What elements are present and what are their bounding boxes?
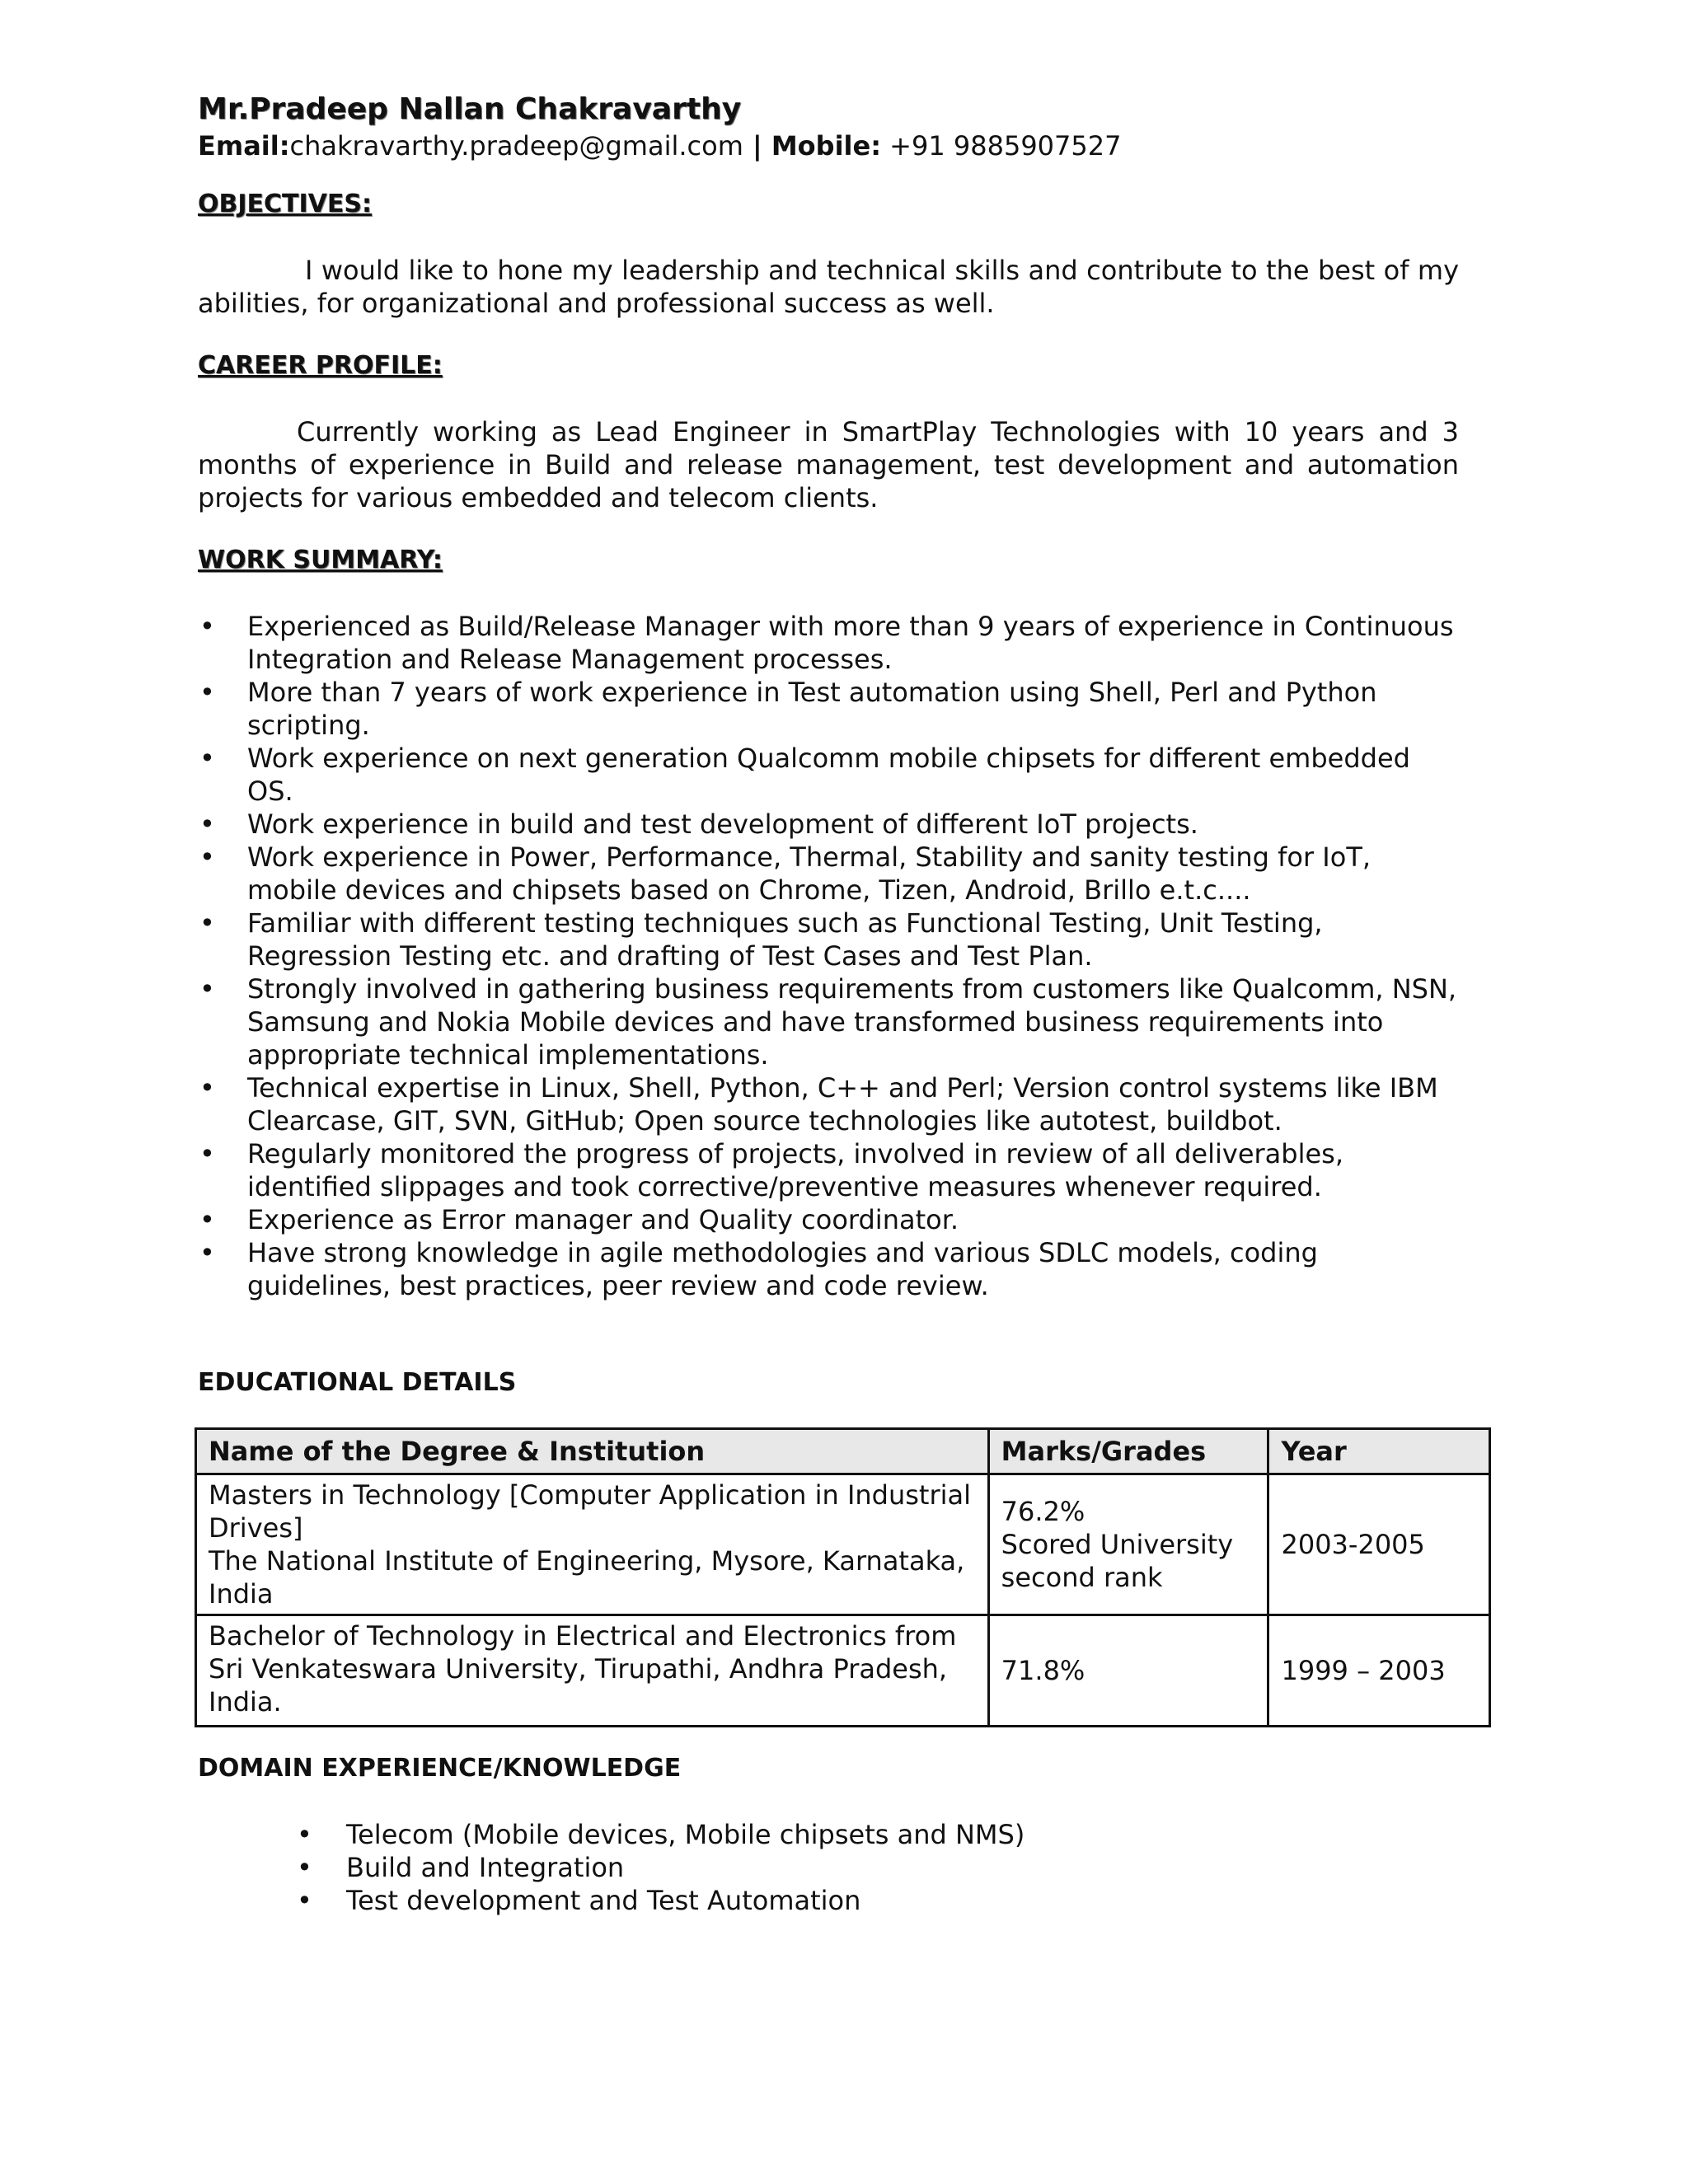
- candidate-name: Mr.Pradeep Nallan Chakravarthy: [198, 92, 742, 126]
- list-item-text: Familiar with different testing techniques such as Functional Testing, Unit Testing, Regression Testing etc. and drafting of Test Cases and Test Plan.: [247, 907, 1323, 972]
- list-item-text: Experience as Error manager and Quality coordinator.: [247, 1204, 959, 1235]
- bullet-icon: •: [199, 808, 215, 840]
- bullet-icon: •: [199, 973, 215, 1005]
- email-value[interactable]: chakravarthy.pradeep@gmail.com: [289, 130, 743, 162]
- list-item: [198, 907, 1459, 972]
- year-cell: 2003-2005: [1268, 1474, 1490, 1615]
- list-item-text: Work experience in build and test development of different IoT projects.: [247, 808, 1198, 840]
- list-item: [297, 1851, 1517, 1884]
- degree-name: Masters in Technology [Computer Application in Industrial Drives]: [209, 1479, 972, 1544]
- marks-cell: [988, 1615, 1268, 1727]
- list-item: [198, 610, 1459, 676]
- bullet-icon: •: [199, 841, 215, 873]
- list-item-text: Work experience in Power, Performance, Thermal, Stability and sanity testing for IoT, mobile devices and chipsets based on Chrome, Tizen, Android, Brillo e.t.c....: [247, 841, 1372, 906]
- objectives-text: I would like to hone my leadership and technical skills and contribute to the best of my abilities, for organizational and professional success as well.: [198, 255, 1459, 319]
- work-summary-heading: WORK SUMMARY:: [198, 546, 443, 574]
- table-row: [196, 1474, 1490, 1615]
- bullet-icon: •: [199, 1072, 215, 1104]
- marks-value: 71.8%: [1001, 1655, 1085, 1686]
- education-heading: EDUCATIONAL DETAILS: [198, 1368, 517, 1397]
- career-profile-text: Currently working as Lead Engineer in SmartPlay Technologies with 10 years and 3 months of experience in Build and release management, test development and automation projects for various embedded and telecom clients.: [198, 416, 1459, 513]
- bullet-icon: •: [199, 1138, 215, 1169]
- marks-cell: [988, 1474, 1268, 1615]
- list-item-text: More than 7 years of work experience in Test automation using Shell, Perl and Python scripting.: [247, 677, 1377, 741]
- mobile-value: +91 9885907527: [881, 130, 1122, 162]
- domain-list: [198, 1818, 1517, 1917]
- column-header-year: Year: [1268, 1429, 1490, 1474]
- list-item-text: Telecom (Mobile devices, Mobile chipsets and NMS): [346, 1819, 1025, 1850]
- list-item-text: Regularly monitored the progress of projects, involved in review of all deliverables, identified slippages and took corrective/preventive measures whenever required.: [247, 1138, 1344, 1202]
- contact-line: [198, 129, 1517, 163]
- table-header-row: [196, 1429, 1490, 1474]
- marks-note: Scored University second rank: [1001, 1529, 1234, 1593]
- bullet-icon: •: [297, 1885, 312, 1916]
- list-item-text: Test development and Test Automation: [346, 1885, 861, 1916]
- bullet-icon: •: [297, 1852, 312, 1883]
- list-item: [198, 1236, 1459, 1302]
- bullet-icon: •: [199, 1237, 215, 1268]
- bullet-icon: •: [199, 677, 215, 708]
- bullet-icon: •: [199, 743, 215, 774]
- list-item-text: Have strong knowledge in agile methodologies and various SDLC models, coding guidelines, best practices, peer review and code review.: [247, 1237, 1318, 1301]
- list-item-text: Technical expertise in Linux, Shell, Python, C++ and Perl; Version control systems like IBM Clearcase, GIT, SVN, GitHub; Open source technologies like autotest, buildbot.: [247, 1072, 1438, 1137]
- list-item-text: Experienced as Build/Release Manager with more than 9 years of experience in Continuous Integration and Release Management processes.: [247, 611, 1454, 675]
- contact-separator: |: [743, 130, 771, 162]
- list-item: [198, 742, 1459, 808]
- resume-page: [198, 91, 1517, 1917]
- list-item-text: Strongly involved in gathering business requirements from customers like Qualcomm, NSN, Samsung and Nokia Mobile devices and have transformed business requirements into appropriate technical implementations.: [247, 973, 1457, 1071]
- education-table: [195, 1427, 1491, 1727]
- work-summary-list: [198, 610, 1459, 1302]
- year-cell: 1999 – 2003: [1268, 1615, 1490, 1727]
- list-item-text: Work experience on next generation Qualcomm mobile chipsets for different embedded OS.: [247, 743, 1410, 807]
- institution-name: The National Institute of Engineering, Mysore, Karnataka, India: [209, 1545, 965, 1610]
- bullet-icon: •: [199, 907, 215, 939]
- list-item: [198, 1203, 1459, 1236]
- degree-cell: [196, 1615, 989, 1727]
- table-row: [196, 1615, 1490, 1727]
- column-header-marks: Marks/Grades: [988, 1429, 1268, 1474]
- list-item: [198, 1071, 1459, 1137]
- marks-value: 76.2%: [1001, 1496, 1085, 1527]
- list-item: [198, 841, 1459, 907]
- list-item: [198, 808, 1459, 841]
- list-item: [198, 676, 1459, 742]
- email-label: Email:: [198, 130, 290, 162]
- bullet-icon: •: [297, 1819, 312, 1850]
- career-profile-heading: CAREER PROFILE:: [198, 351, 443, 380]
- mobile-label: Mobile:: [771, 130, 881, 162]
- list-item: [297, 1884, 1517, 1917]
- list-item: [198, 1137, 1459, 1203]
- column-header-degree: Name of the Degree & Institution: [196, 1429, 989, 1474]
- domain-heading: DOMAIN EXPERIENCE/KNOWLEDGE: [198, 1754, 682, 1783]
- objectives-heading: OBJECTIVES:: [198, 190, 372, 218]
- list-item: [297, 1818, 1517, 1851]
- list-item: [198, 972, 1459, 1071]
- bullet-icon: •: [199, 611, 215, 642]
- degree-cell: [196, 1474, 989, 1615]
- degree-name: Bachelor of Technology in Electrical and Electronics from Sri Venkateswara University, Tirupathi, Andhra Pradesh, India.: [209, 1620, 957, 1718]
- bullet-icon: •: [199, 1204, 215, 1235]
- list-item-text: Build and Integration: [346, 1852, 625, 1883]
